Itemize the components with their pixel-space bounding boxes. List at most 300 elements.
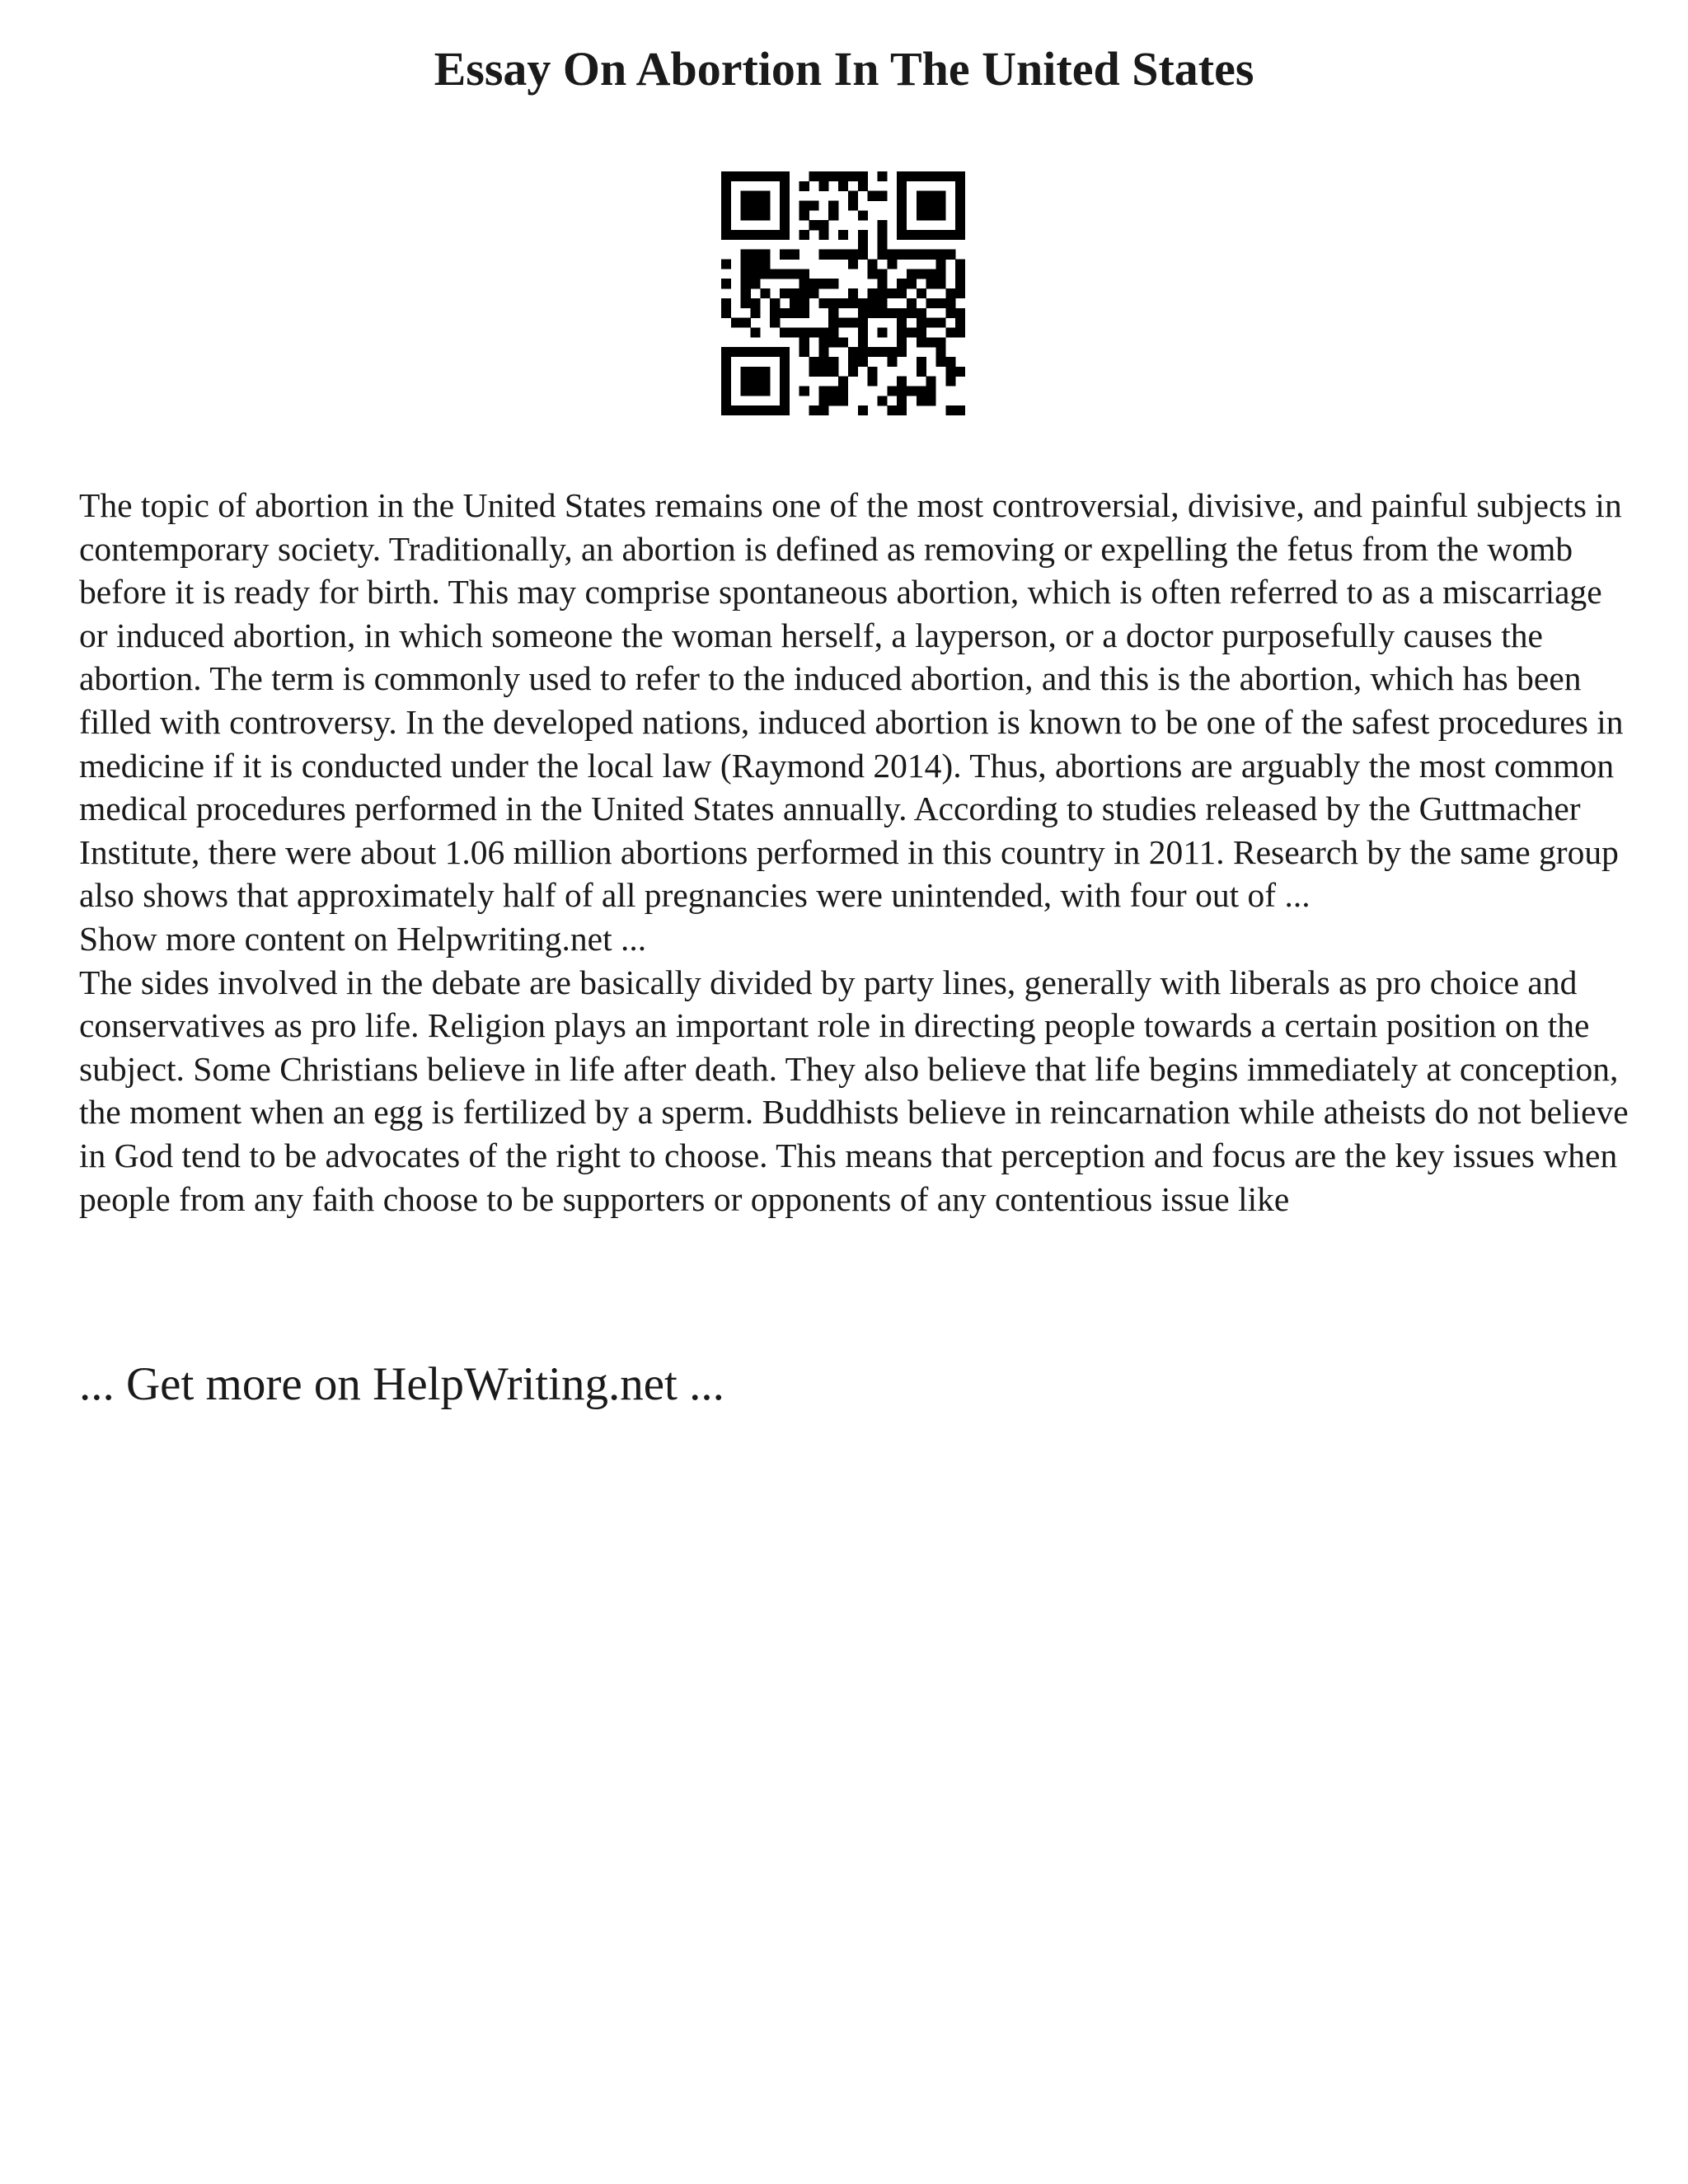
qr-module	[780, 347, 790, 357]
qr-module	[838, 298, 848, 308]
qr-module	[877, 396, 887, 405]
qr-module	[926, 201, 936, 211]
qr-module	[799, 181, 809, 191]
qr-module	[868, 308, 878, 318]
qr-module	[935, 171, 945, 181]
qr-module	[741, 191, 751, 201]
qr-module	[828, 201, 838, 211]
qr-module	[780, 357, 790, 367]
qr-module	[790, 327, 799, 337]
qr-module	[945, 308, 955, 318]
qr-module	[731, 171, 741, 181]
qr-module	[877, 327, 887, 337]
qr-module	[877, 191, 887, 201]
qr-module	[751, 260, 761, 269]
qr-module	[809, 367, 819, 377]
qr-module	[935, 298, 945, 308]
qr-module	[858, 405, 868, 415]
qr-module	[828, 327, 838, 337]
qr-module	[897, 230, 907, 240]
document-body	[79, 484, 1629, 1221]
qr-module	[955, 279, 965, 288]
qr-module	[838, 250, 848, 260]
qr-module	[917, 327, 926, 337]
qr-module	[935, 210, 945, 220]
qr-module	[897, 220, 907, 230]
qr-module	[731, 405, 741, 415]
qr-module	[897, 318, 907, 328]
qr-module	[935, 357, 945, 367]
qr-module	[897, 327, 907, 337]
qr-module	[868, 269, 878, 279]
qr-module	[955, 327, 965, 337]
qr-module	[926, 377, 936, 387]
qr-module	[780, 171, 790, 181]
qr-module	[760, 377, 770, 387]
qr-module	[799, 279, 809, 288]
qr-module	[858, 298, 868, 308]
qr-module	[848, 288, 858, 298]
qr-module	[828, 308, 838, 318]
qr-module	[945, 327, 955, 337]
qr-module	[770, 405, 780, 415]
qr-module	[809, 288, 819, 298]
qr-module	[858, 357, 868, 367]
qr-module	[818, 337, 828, 347]
qr-module	[926, 269, 936, 279]
qr-module	[897, 201, 907, 211]
qr-module	[741, 288, 751, 298]
qr-module	[760, 386, 770, 396]
qr-module	[751, 308, 761, 318]
qr-module	[799, 337, 809, 347]
qr-module	[809, 405, 819, 415]
qr-module	[955, 210, 965, 220]
qr-module	[935, 318, 945, 328]
qr-module	[780, 191, 790, 201]
qr-module	[838, 230, 848, 240]
qr-module	[799, 386, 809, 396]
qr-module	[780, 230, 790, 240]
qr-module	[809, 327, 819, 337]
qr-module	[868, 191, 878, 201]
qr-module	[935, 230, 945, 240]
qr-module	[935, 279, 945, 288]
qr-module	[945, 288, 955, 298]
qr-module	[877, 288, 887, 298]
qr-module	[818, 279, 828, 288]
qr-module	[721, 386, 731, 396]
qr-module	[809, 201, 819, 211]
qr-module	[770, 230, 780, 240]
qr-module	[926, 279, 936, 288]
qr-module	[780, 396, 790, 405]
qr-module	[917, 357, 926, 367]
qr-module	[838, 181, 848, 191]
qr-module	[721, 220, 731, 230]
qr-module	[848, 250, 858, 260]
qr-module	[955, 367, 965, 377]
qr-module	[721, 377, 731, 387]
qr-module	[868, 260, 878, 269]
qr-module	[935, 269, 945, 279]
qr-module	[897, 377, 907, 387]
qr-module	[877, 171, 887, 181]
qr-module	[887, 288, 897, 298]
qr-module	[926, 230, 936, 240]
qr-module	[760, 171, 770, 181]
qr-module	[838, 171, 848, 181]
get-more-link[interactable]: ... Get more on HelpWriting.net ...	[79, 1358, 724, 1410]
qr-module	[741, 377, 751, 387]
qr-module	[809, 220, 819, 230]
qr-module	[887, 357, 897, 367]
qr-module	[838, 318, 848, 328]
qr-module	[780, 367, 790, 377]
qr-module	[945, 250, 955, 260]
qr-module	[741, 230, 751, 240]
qr-module	[907, 386, 917, 396]
qr-module	[731, 318, 741, 328]
qr-module	[955, 260, 965, 269]
qr-module	[858, 240, 868, 250]
qr-module	[760, 347, 770, 357]
qr-module	[721, 396, 731, 405]
qr-module	[935, 201, 945, 211]
qr-module	[897, 181, 907, 191]
qr-module	[780, 377, 790, 387]
qr-module	[760, 269, 770, 279]
qr-module	[838, 386, 848, 396]
qr-module	[721, 347, 731, 357]
qr-module	[945, 377, 955, 387]
qr-module	[751, 171, 761, 181]
qr-module	[955, 171, 965, 181]
qr-module	[858, 347, 868, 357]
qr-module	[848, 171, 858, 181]
qr-module	[868, 377, 878, 387]
qr-module	[751, 191, 761, 201]
qr-module	[868, 288, 878, 298]
qr-module	[935, 337, 945, 347]
qr-module	[917, 210, 926, 220]
qr-module	[955, 191, 965, 201]
qr-module	[868, 298, 878, 308]
qr-module	[907, 171, 917, 181]
qr-module	[887, 260, 897, 269]
qr-module	[780, 386, 790, 396]
qr-module	[917, 191, 926, 201]
qr-module	[907, 298, 917, 308]
qr-module	[877, 240, 887, 250]
qr-module	[868, 367, 878, 377]
qr-module	[897, 288, 907, 298]
qr-module	[751, 405, 761, 415]
qr-code-icon	[721, 171, 965, 415]
qr-module	[868, 347, 878, 357]
qr-module	[780, 181, 790, 191]
qr-module	[877, 250, 887, 260]
qr-module	[935, 250, 945, 260]
qr-module	[828, 396, 838, 405]
qr-module	[741, 367, 751, 377]
qr-module	[751, 327, 761, 337]
qr-module	[897, 210, 907, 220]
qr-module	[799, 308, 809, 318]
qr-module	[770, 308, 780, 318]
qr-module	[751, 201, 761, 211]
qr-module	[828, 357, 838, 367]
qr-module	[741, 298, 751, 308]
qr-module	[760, 191, 770, 201]
qr-module	[858, 171, 868, 181]
qr-module	[907, 230, 917, 240]
qr-module	[818, 347, 828, 357]
qr-module	[917, 367, 926, 377]
qr-module	[897, 191, 907, 201]
qr-module	[917, 396, 926, 405]
qr-module	[877, 220, 887, 230]
qr-module	[770, 298, 780, 308]
qr-module	[828, 250, 838, 260]
qr-module	[907, 279, 917, 288]
qr-module	[780, 250, 790, 260]
qr-module	[760, 367, 770, 377]
qr-module	[907, 269, 917, 279]
qr-module	[751, 279, 761, 288]
qr-module	[907, 308, 917, 318]
qr-module	[799, 288, 809, 298]
qr-module	[818, 405, 828, 415]
qr-module	[760, 260, 770, 269]
qr-module	[721, 279, 731, 288]
qr-module	[877, 279, 887, 288]
qr-module	[799, 210, 809, 220]
qr-module	[751, 386, 761, 396]
qr-module	[770, 318, 780, 328]
qr-module	[858, 250, 868, 260]
qr-module	[751, 367, 761, 377]
body-paragraph-2: The sides involved in the debate are basically divided by party lines, generally with liberals as pro choice and conservatives as pro life. Religion plays an important role in directing people towards a certain position on the subject. Some Christians believe in life after death. They also believe that life begins immediately at conception, the moment when an egg is fertilized by a sperm. Buddhists believe in reincarnation while atheists do not believe in God tend to be advocates of the right to choose. This means that perception and focus are the key issues when people from any faith choose to be supporters or opponents of any contentious issue like	[79, 963, 1629, 1218]
qr-module	[887, 347, 897, 357]
qr-module	[848, 260, 858, 269]
qr-module	[926, 210, 936, 220]
qr-module	[917, 230, 926, 240]
qr-module	[858, 327, 868, 337]
qr-module	[721, 191, 731, 201]
qr-module	[858, 181, 868, 191]
qr-module	[721, 181, 731, 191]
qr-module	[751, 298, 761, 308]
qr-module	[917, 269, 926, 279]
qr-module	[818, 250, 828, 260]
document-title: Essay On Abortion In The United States	[434, 42, 1254, 96]
qr-module	[809, 279, 819, 288]
qr-module	[751, 347, 761, 357]
qr-module	[945, 405, 955, 415]
qr-module	[935, 347, 945, 357]
qr-module	[897, 405, 907, 415]
qr-module	[760, 210, 770, 220]
qr-module	[790, 288, 799, 298]
qr-module	[945, 171, 955, 181]
show-more-link[interactable]: Show more content on Helpwriting.net ...	[79, 919, 647, 958]
qr-module	[828, 367, 838, 377]
qr-module	[780, 220, 790, 230]
qr-module	[721, 201, 731, 211]
qr-module	[780, 269, 790, 279]
qr-module	[741, 269, 751, 279]
qr-module	[790, 298, 799, 308]
qr-module	[897, 347, 907, 357]
qr-module	[780, 327, 790, 337]
qr-module	[780, 288, 790, 298]
qr-module	[897, 337, 907, 347]
qr-module	[780, 308, 790, 318]
qr-module	[897, 250, 907, 260]
qr-module	[721, 230, 731, 240]
qr-module	[760, 405, 770, 415]
qr-module	[858, 230, 868, 240]
qr-module	[751, 230, 761, 240]
qr-module	[751, 250, 761, 260]
qr-module	[741, 171, 751, 181]
qr-module	[751, 377, 761, 387]
qr-module	[838, 337, 848, 347]
qr-module	[818, 386, 828, 396]
qr-module	[955, 181, 965, 191]
qr-module	[877, 230, 887, 240]
qr-module	[848, 367, 858, 377]
qr-module	[917, 318, 926, 328]
qr-module	[917, 201, 926, 211]
qr-module	[907, 327, 917, 337]
qr-module	[741, 347, 751, 357]
qr-module	[721, 367, 731, 377]
qr-module	[926, 337, 936, 347]
qr-module	[741, 201, 751, 211]
qr-module	[955, 288, 965, 298]
qr-module	[760, 230, 770, 240]
qr-module	[721, 260, 731, 269]
qr-module	[877, 298, 887, 308]
qr-module	[818, 367, 828, 377]
qr-module	[828, 318, 838, 328]
qr-module	[955, 201, 965, 211]
qr-module	[917, 308, 926, 318]
qr-module	[721, 171, 731, 181]
qr-module	[760, 288, 770, 298]
qr-module	[818, 230, 828, 240]
qr-module	[838, 377, 848, 387]
qr-module	[848, 191, 858, 201]
qr-module	[887, 405, 897, 415]
qr-module	[741, 250, 751, 260]
qr-module	[828, 210, 838, 220]
qr-module	[926, 250, 936, 260]
qr-module	[897, 171, 907, 181]
qr-module	[848, 318, 858, 328]
qr-module	[926, 318, 936, 328]
qr-module	[917, 288, 926, 298]
qr-module	[741, 210, 751, 220]
qr-module	[731, 347, 741, 357]
qr-module	[917, 337, 926, 347]
qr-module	[926, 396, 936, 405]
qr-module	[799, 327, 809, 337]
qr-module	[799, 298, 809, 308]
qr-module	[751, 269, 761, 279]
qr-module	[887, 308, 897, 318]
qr-module	[848, 357, 858, 367]
qr-module	[790, 250, 799, 260]
qr-module	[799, 269, 809, 279]
qr-module	[799, 347, 809, 357]
qr-module	[790, 269, 799, 279]
qr-module	[809, 357, 819, 367]
qr-module	[741, 279, 751, 288]
qr-module	[741, 405, 751, 415]
qr-module	[955, 405, 965, 415]
qr-module	[858, 318, 868, 328]
qr-module	[858, 337, 868, 347]
qr-module	[770, 269, 780, 279]
qr-module	[955, 220, 965, 230]
qr-module	[955, 230, 965, 240]
qr-module	[945, 230, 955, 240]
qr-module	[770, 171, 780, 181]
qr-module	[955, 318, 965, 328]
qr-module	[741, 318, 751, 328]
qr-module	[926, 386, 936, 396]
qr-module	[907, 250, 917, 260]
qr-module	[926, 191, 936, 201]
qr-module	[955, 308, 965, 318]
qr-module	[926, 298, 936, 308]
qr-module	[799, 230, 809, 240]
qr-module	[760, 201, 770, 211]
qr-module	[770, 347, 780, 357]
qr-module	[760, 250, 770, 260]
qr-module	[809, 171, 819, 181]
qr-module	[741, 386, 751, 396]
qr-module	[790, 308, 799, 318]
qr-module	[751, 210, 761, 220]
qr-module	[838, 396, 848, 405]
qr-module	[818, 357, 828, 367]
qr-module	[897, 279, 907, 288]
qr-module	[926, 171, 936, 181]
qr-module	[935, 191, 945, 201]
qr-module	[818, 327, 828, 337]
qr-module	[897, 386, 907, 396]
qr-module	[848, 347, 858, 357]
qr-module	[741, 260, 751, 269]
qr-module	[828, 337, 838, 347]
qr-module	[877, 308, 887, 318]
qr-module	[897, 396, 907, 405]
qr-module	[828, 298, 838, 308]
qr-module	[828, 386, 838, 396]
qr-module	[721, 308, 731, 318]
qr-module	[945, 298, 955, 308]
qr-module	[917, 250, 926, 260]
qr-module	[818, 171, 828, 181]
qr-module	[848, 298, 858, 308]
qr-module	[780, 201, 790, 211]
qr-module	[780, 210, 790, 220]
qr-module	[877, 269, 887, 279]
